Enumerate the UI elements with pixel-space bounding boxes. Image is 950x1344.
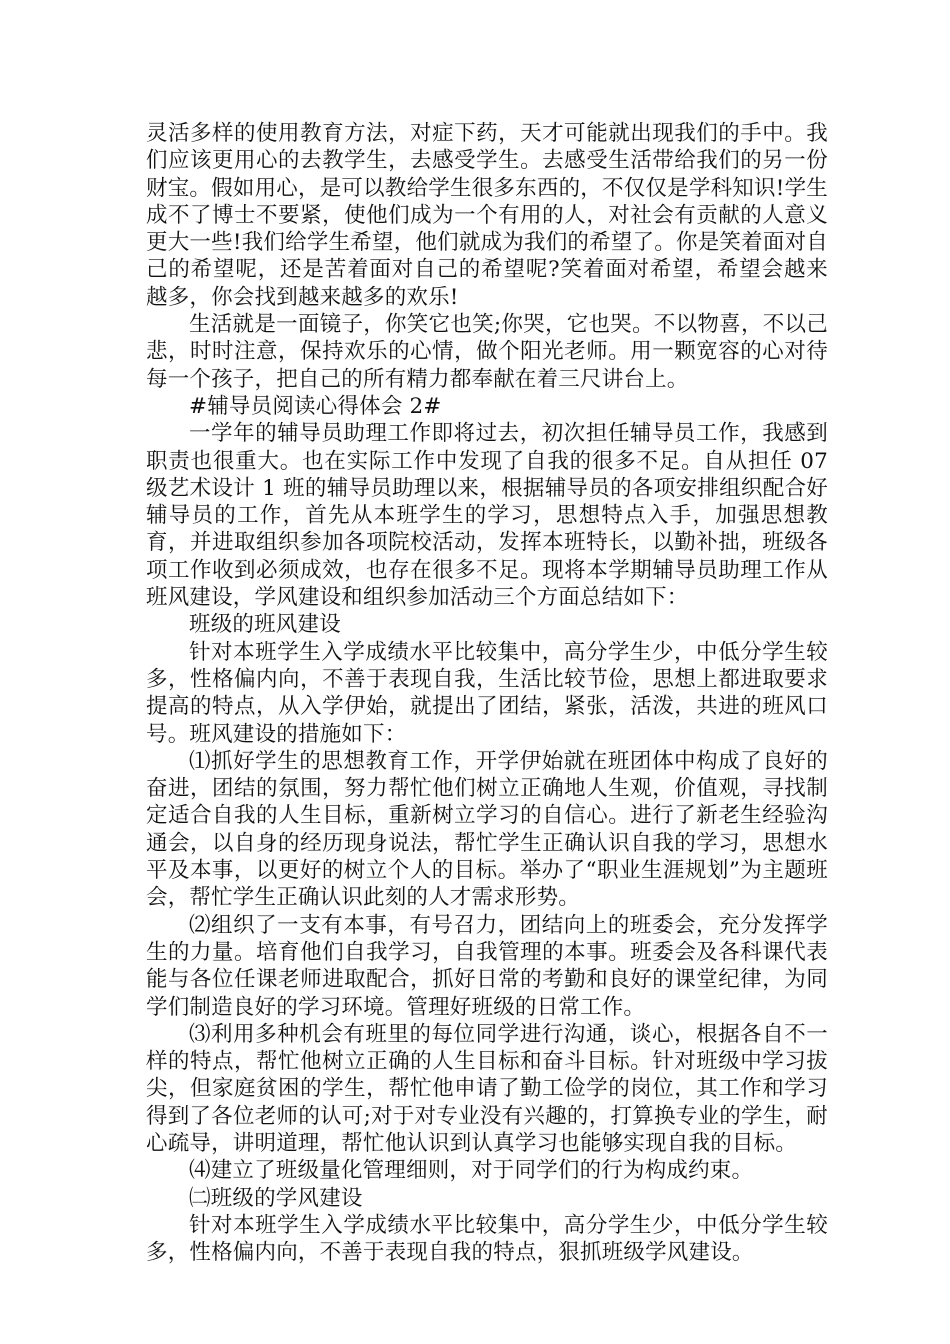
paragraph: 生活就是一面镜子，你笑它也笑;你哭，它也哭。不以物喜，不以己悲，时时注意，保持欢乐的心情，做个阳光老师。用一颗宽容的心对待每一个孩子，把自己的所有精力都奉献在着三尺讲台上。 [146,312,828,392]
section-heading: 班级的班风建设 [189,612,341,638]
paragraph: 针对本班学生入学成绩水平比较集中，高分学生少，中低分学生较多，性格偏内向，不善于表现自我，生活比较节俭，思想上都进取要求提高的特点，从入学伊始，就提出了团结，紧张，活泼，共进的班风口号。班风建设的措施如下： [146,639,828,747]
list-item: ⑵组织了一支有本事，有号召力，团结向上的班委会，充分发挥学生的力量。培育他们自我学习，自我管理的本事。班委会及各科课代表能与各位任课老师进取配合，抓好日常的考勤和良好的课堂纪律，为同学们制造良好的学习环境。管理好班级的日常工作。 [146,912,828,1020]
section-heading: #辅导员阅读心得体会 2# [189,393,442,419]
document-body [146,120,828,1266]
paragraph: 针对本班学生入学成绩水平比较集中，高分学生少，中低分学生较多，性格偏内向，不善于表现自我的特点，狠抓班级学风建设。 [146,1212,828,1266]
list-item: ⑶利用多种机会有班里的每位同学进行沟通，谈心，根据各自不一样的特点，帮忙他树立正确的人生目标和奋斗目标。针对班级中学习拔尖，但家庭贫困的学生，帮忙他申请了勤工俭学的岗位，其工作和学习得到了各位老师的认可;对于对专业没有兴趣的，打算换专业的学生，耐心疏导，讲明道理，帮忙他认识到认真学习也能够实现自我的目标。 [146,1021,828,1156]
section-heading: ㈡班级的学风建设 [189,1185,363,1211]
list-item: ⑴抓好学生的思想教育工作，开学伊始就在班团体中构成了良好的奋进，团结的氛围，努力帮忙他们树立正确地人生观，价值观，寻找制定适合自我的人生目标，重新树立学习的自信心。进行了新老生经验沟通会，以自身的经历现身说法，帮忙学生正确认识自我的学习，思想水平及本事，以更好的树立个人的目标。举办了“职业生涯规划”为主题班会，帮忙学生正确认识此刻的人才需求形势。 [146,748,828,911]
paragraph: 灵活多样的使用教育方法，对症下药，天才可能就出现我们的手中。我们应该更用心的去教学生，去感受学生。去感受生活带给我们的另一份财宝。假如用心，是可以教给学生很多东西的，不仅仅是学科知识!学生成不了博士不要紧，使他们成为一个有用的人，对社会有贡献的人意义更大一些!我们给学生希望，他们就成为我们的希望了。你是笑着面对自己的希望呢，还是苦着面对自己的希望呢?笑着面对希望，希望会越来越多，你会找到越来越多的欢乐! [146,121,828,310]
paragraph: 一学年的辅导员助理工作即将过去，初次担任辅导员工作，我感到职责也很重大。也在实际工作中发现了自我的很多不足。自从担任 07 级艺术设计 1 班的辅导员助理以来，根据辅导员的各项安排组织配合好辅导员的工作，首先从本班学生的学习，思想特点入手，加强思想教育，并进取组织参加各项院校活动，发挥本班特长，以勤补拙，班级各项工作收到必须成效，也存在很多不足。现将本学期辅导员助理工作从班风建设，学风建设和组织参加活动三个方面总结如下： [146,421,828,611]
list-item: ⑷建立了班级量化管理细则，对于同学们的行为构成约束。 [189,1158,754,1184]
